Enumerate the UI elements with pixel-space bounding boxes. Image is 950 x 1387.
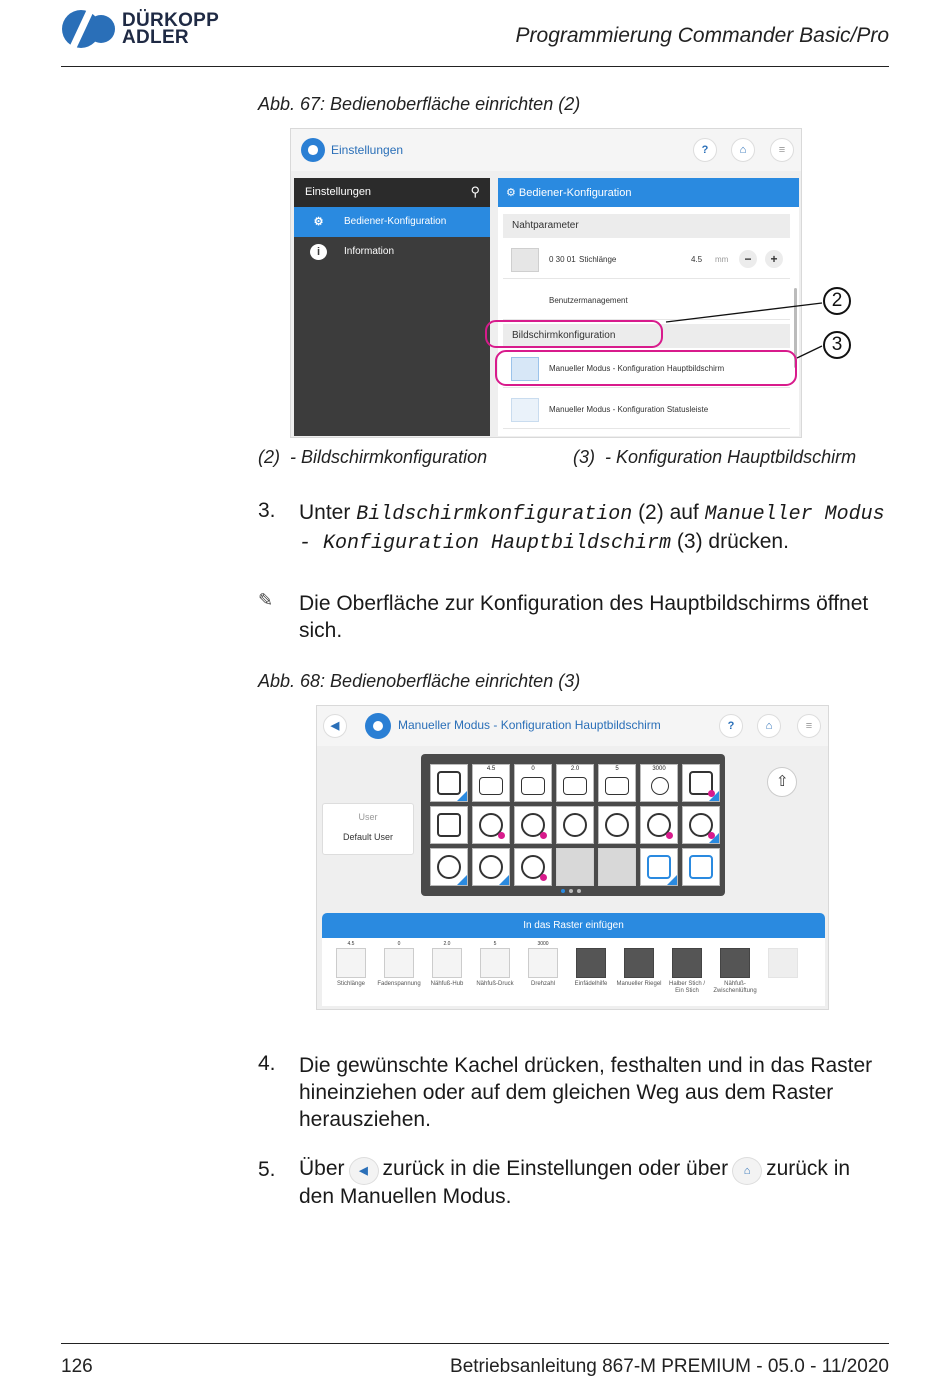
upload-icon: ⇧: [776, 773, 789, 790]
insert-tile-speed[interactable]: 3000 Drehzahl: [520, 944, 566, 1004]
section-screen-config: Bildschirmkonfiguration: [503, 324, 790, 348]
help-button[interactable]: ?: [693, 138, 717, 162]
page-indicator: [561, 889, 585, 893]
decrease-button[interactable]: −: [739, 250, 757, 268]
insert-tile-foot-lift[interactable]: 2.0 Nähfuß-Hub: [430, 941, 464, 987]
page-number: 126: [61, 1356, 93, 1377]
grid-tile[interactable]: [640, 806, 678, 844]
figure-caption-67: Abb. 67: Bedienoberfläche einrichten (2): [258, 94, 581, 114]
sidebar-item-information[interactable]: i Information: [294, 237, 490, 267]
grid-tile[interactable]: [472, 848, 510, 886]
grid-tile-stitch-length[interactable]: 4.5: [472, 764, 510, 802]
speed-icon: [651, 777, 669, 795]
page-header-title: Programmierung Commander Basic/Pro: [515, 24, 889, 47]
grid-tile[interactable]: [514, 848, 552, 886]
insert-tile-threading-aid[interactable]: Einfädelhilfe: [568, 944, 614, 1004]
grid-tile-empty[interactable]: [598, 848, 636, 886]
legend-2: (2) - Bildschirmkonfiguration: [258, 447, 488, 467]
grid-tile[interactable]: [430, 848, 468, 886]
user-gear-icon: ⚙: [313, 216, 324, 228]
tile-grid: [421, 754, 725, 896]
sidebar-item-operator-config[interactable]: ⚙ Bediener-Konfiguration: [294, 207, 490, 237]
grid-tile[interactable]: [556, 806, 594, 844]
grid-tile[interactable]: [682, 848, 720, 886]
insert-tile-half-stitch[interactable]: Halber Stich / Ein Stich: [664, 944, 710, 1004]
insert-tile-stitch-length[interactable]: 4.5 Stichlänge: [336, 941, 366, 987]
grid-tile-thread-tension[interactable]: 0: [514, 764, 552, 802]
info-icon: i: [310, 244, 327, 260]
screen-title: Manueller Modus - Konfiguration Hauptbildschirm: [398, 718, 661, 732]
user-config-icon: ⚙: [506, 187, 519, 199]
insert-tile-thread-tension[interactable]: 0 Fadenspannung: [377, 941, 421, 987]
menu-button[interactable]: ≡: [797, 714, 821, 738]
grid-tile[interactable]: [682, 764, 720, 802]
grid-tile[interactable]: [472, 806, 510, 844]
half-stitch-icon: [563, 813, 587, 837]
grid-tile-foot-pressure[interactable]: 5: [598, 764, 636, 802]
grid-tile[interactable]: [682, 806, 720, 844]
manual-bartack-icon: [437, 813, 461, 837]
menu-button[interactable]: ≡: [770, 138, 794, 162]
back-button[interactable]: ◀: [323, 714, 347, 738]
foot-pressure-icon: [605, 777, 629, 795]
screen-title: Einstellungen: [331, 143, 404, 157]
stitch-length-icon: [479, 777, 503, 795]
settings-gear-icon: [365, 713, 391, 739]
callout-3: 3: [823, 331, 851, 359]
grid-tile[interactable]: [640, 848, 678, 886]
insert-tile-foot-pressure[interactable]: 5 Nähfuß-Druck: [476, 941, 514, 987]
insert-panel-header: In das Raster einfügen: [322, 913, 825, 938]
row-config-status-bar[interactable]: Manueller Modus - Konfiguration Statusleiste: [503, 391, 790, 429]
foot-lift-icon: [563, 777, 587, 795]
insert-tile-manual-bartack[interactable]: Manueller Riegel: [616, 944, 662, 1004]
result-arrow-icon: ✎: [258, 590, 274, 610]
param-row-stitch-length[interactable]: 0 30 01 Stichlänge 4.5 mm − +: [503, 241, 790, 279]
home-button-icon: ⌂: [732, 1157, 762, 1185]
grid-tile[interactable]: [514, 806, 552, 844]
grid-tile[interactable]: [430, 806, 468, 844]
edge-guide-icon: [689, 855, 713, 879]
figure-caption-68: Abb. 68: Bedienoberfläche einrichten (3): [258, 671, 581, 691]
insert-tile-strip: [322, 938, 825, 1006]
grid-tile-speed[interactable]: 3000: [640, 764, 678, 802]
legend-3: (3) - Konfiguration Hauptbildschirm: [573, 447, 857, 467]
grid-tile-empty[interactable]: [556, 848, 594, 886]
user-selector[interactable]: User Default User: [322, 803, 414, 855]
upload-button[interactable]: [767, 767, 797, 797]
brand-name: DÜRKOPP ADLER: [122, 10, 220, 48]
sidebar-header: Einstellungen ⚲: [294, 178, 490, 207]
document-reference: Betriebsanleitung 867-M PREMIUM - 05.0 - 11/2020: [450, 1356, 889, 1377]
callout-2: 2: [823, 287, 851, 315]
home-button[interactable]: ⌂: [731, 138, 755, 162]
thread-tension-icon: [521, 777, 545, 795]
insert-tile-disabled[interactable]: [760, 944, 806, 1004]
top-bar: [317, 706, 828, 746]
section-seam-parameters: Nahtparameter: [503, 214, 790, 238]
home-button[interactable]: ⌂: [757, 714, 781, 738]
footer-divider: [61, 1343, 889, 1344]
grid-tile[interactable]: [430, 764, 468, 802]
screenshot-main-screen-config: [316, 705, 829, 1010]
counter-icon: [605, 813, 629, 837]
row-config-main-screen[interactable]: Manueller Modus - Konfiguration Hauptbildschirm: [503, 350, 790, 388]
search-icon[interactable]: ⚲: [470, 184, 480, 199]
insert-tile-foot-intermediate[interactable]: Nähfuß-Zwischenlüftung: [712, 944, 758, 1004]
help-button[interactable]: ?: [719, 714, 743, 738]
increase-button[interactable]: +: [765, 250, 783, 268]
grid-tile-foot-lift[interactable]: 2.0: [556, 764, 594, 802]
panel-header: ⚙ Bediener-Konfiguration: [498, 178, 799, 207]
grid-tile[interactable]: [598, 806, 636, 844]
row-user-management[interactable]: Benutzermanagement: [503, 282, 790, 320]
back-button-icon: ◀: [349, 1157, 379, 1185]
